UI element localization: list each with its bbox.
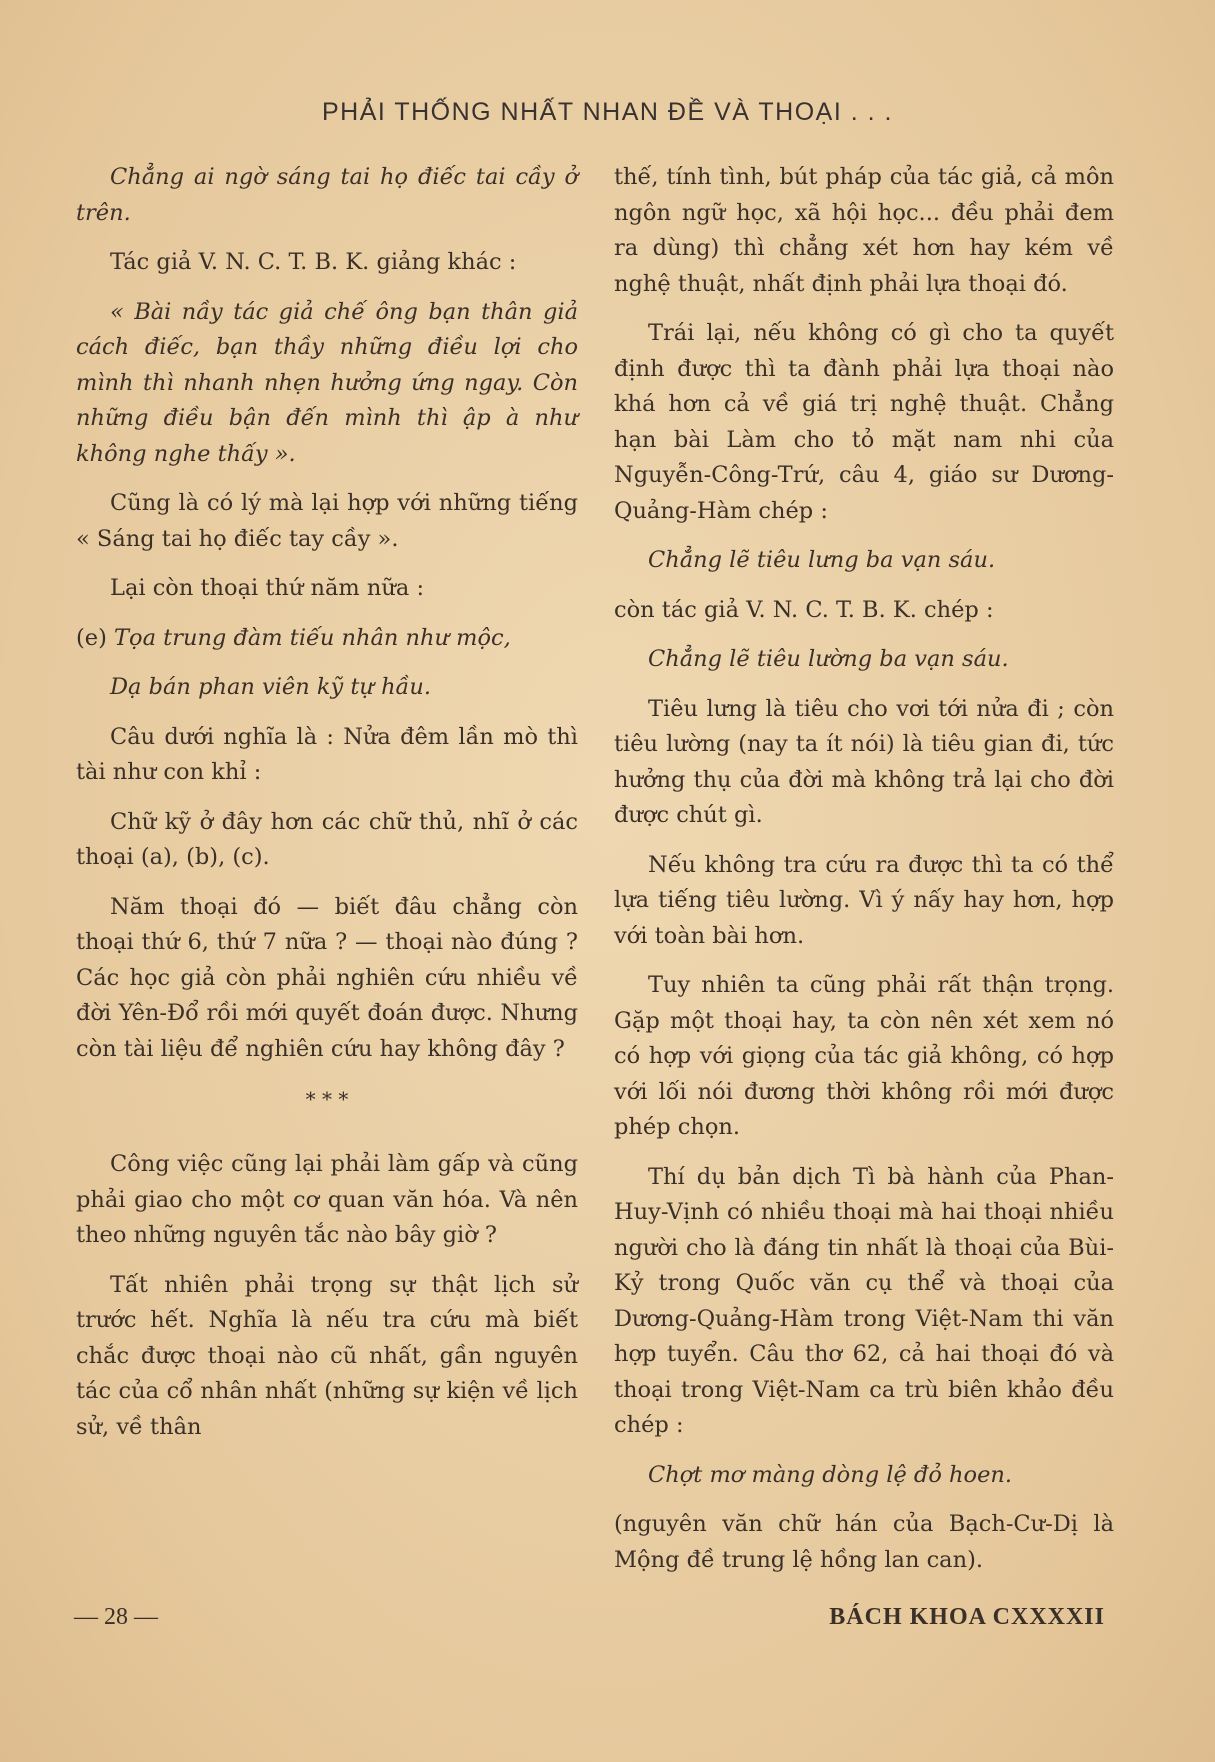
section-separator: * * * [305, 1087, 349, 1111]
paragraph: Tất nhiên phải trọng sự thật lịch sử trước hết. Nghĩa là nếu tra cứu mà biết chắc được thoại nào cũ nhất, gần nguyên tác của cổ nhân nhất (những sự kiện về lịch sử, về thân [76, 1271, 578, 1440]
paragraph: Lại còn thoại thứ năm nữa : [110, 575, 425, 601]
verse-line: Chẳng lẽ tiêu lường ba vạn sáu. [648, 646, 1009, 672]
paragraph: Câu dưới nghĩa là : Nửa đêm lần mò thì tài như con khỉ : [76, 723, 578, 785]
paragraph: Cũng là có lý mà lại hợp với những tiếng « Sáng tai họ điếc tay cầy ». [76, 490, 578, 552]
paragraph: Thí dụ bản dịch Tì bà hành của Phan-Huy-Vịnh có nhiều thoại mà hai thoại nhiều người cho là đáng tin nhất là thoại của Bùi-Kỷ trong Quốc văn cụ thể và thoại của Dương-Quảng-Hàm trong Việt-Nam thi văn hợp tuyển. Câu thơ 62, cả hai thoại đó và thoại trong Việt-Nam ca trù biên khảo đều chép : [614, 1163, 1114, 1438]
paragraph: Tuy nhiên ta cũng phải rất thận trọng. Gặp một thoại hay, ta còn nên xét xem nó có hợp với giọng của tác giả không, có hợp với lối nói đương thời không rồi mới được phép chọn. [614, 972, 1114, 1140]
journal-title: BÁCH KHOA CXXXXII [829, 1604, 1105, 1630]
quotation: « Bài nầy tác giả chế ông bạn thân giả cách điếc, bạn thầy những điều lợi cho mình thì nhanh nhẹn hưởng ứng ngay. Còn những điều bận đến mình thì ập à như không nghe thấy ». [76, 298, 578, 467]
paragraph: Chữ kỹ ở đây hơn các chữ thủ, nhĩ ở các thoại (a), (b), (c). [76, 808, 578, 870]
paragraph: Tiêu lưng là tiêu cho vơi tới nửa đi ; còn tiêu lường (nay ta ít nói) là tiêu gian đi, tức hưởng thụ của đời mà không trả lại cho đời được chút gì. [614, 695, 1114, 828]
verse-line: Chẳng lẽ tiêu lưng ba vạn sáu. [648, 547, 996, 573]
right-column [614, 160, 1114, 1592]
paragraph: (nguyên văn chữ hán của Bạch-Cư-Dị là Mộng đề trung lệ hồng lan can). [614, 1511, 1114, 1573]
paragraph: còn tác giả V. N. C. T. B. K. chép : [614, 596, 994, 623]
verse-line: Dạ bán phan viên kỹ tự hầu. [110, 674, 431, 700]
verse-line: Chợt mơ màng dòng lệ đỏ hoen. [648, 1461, 1013, 1488]
paragraph: Năm thoại đó — biết đâu chẳng còn thoại thứ 6, thứ 7 nữa ? — thoại nào đúng ? Các học giả còn phải nghiên cứu nhiều về đời Yên-Đổ rồi mới quyết đoán được. Nhưng còn tài liệu để nghiên cứu hay không đây ? [76, 893, 578, 1062]
paragraph: Trái lại, nếu không có gì cho ta quyết định được thì ta đành phải lựa thoại nào khá hơn cả về giá trị nghệ thuật. Chẳng hạn bài Làm cho tỏ mặt nam nhi của Nguyễn-Công-Trứ, câu 4, giáo sư Dương-Quảng-Hàm chép : [614, 320, 1114, 524]
paragraph: Nếu không tra cứu ra được thì ta có thể lựa tiếng tiêu lường. Vì ý nấy hay hơn, hợp với toàn bài hơn. [614, 851, 1114, 949]
verse-line [76, 621, 578, 657]
paragraph: Chẳng ai ngờ sáng tai họ điếc tai cầy ở trên. [76, 164, 578, 226]
running-header: PHẢI THỐNG NHẤT NHAN ĐỀ VÀ THOẠI . . . [322, 98, 893, 126]
verse-label: (e) [76, 624, 115, 651]
paragraph: Công việc cũng lại phải làm gấp và cũng phải giao cho một cơ quan văn hóa. Và nên theo những nguyên tắc nào bây giờ ? [76, 1151, 578, 1248]
paragraph: thế, tính tình, bút pháp của tác giả, cả môn ngôn ngữ học, xã hội học... đều phải đem ra dùng) thì chẳng xét hơn hay kém về nghệ thuật, nhất định phải lựa thoại đó. [614, 164, 1114, 297]
paragraph: Tác giả V. N. C. T. B. K. giảng khác : [110, 249, 517, 275]
left-column [76, 160, 578, 1459]
verse-text: Tọa trung đàm tiếu nhân như mộc, [114, 624, 511, 651]
page-number: — 28 — [74, 1604, 158, 1630]
